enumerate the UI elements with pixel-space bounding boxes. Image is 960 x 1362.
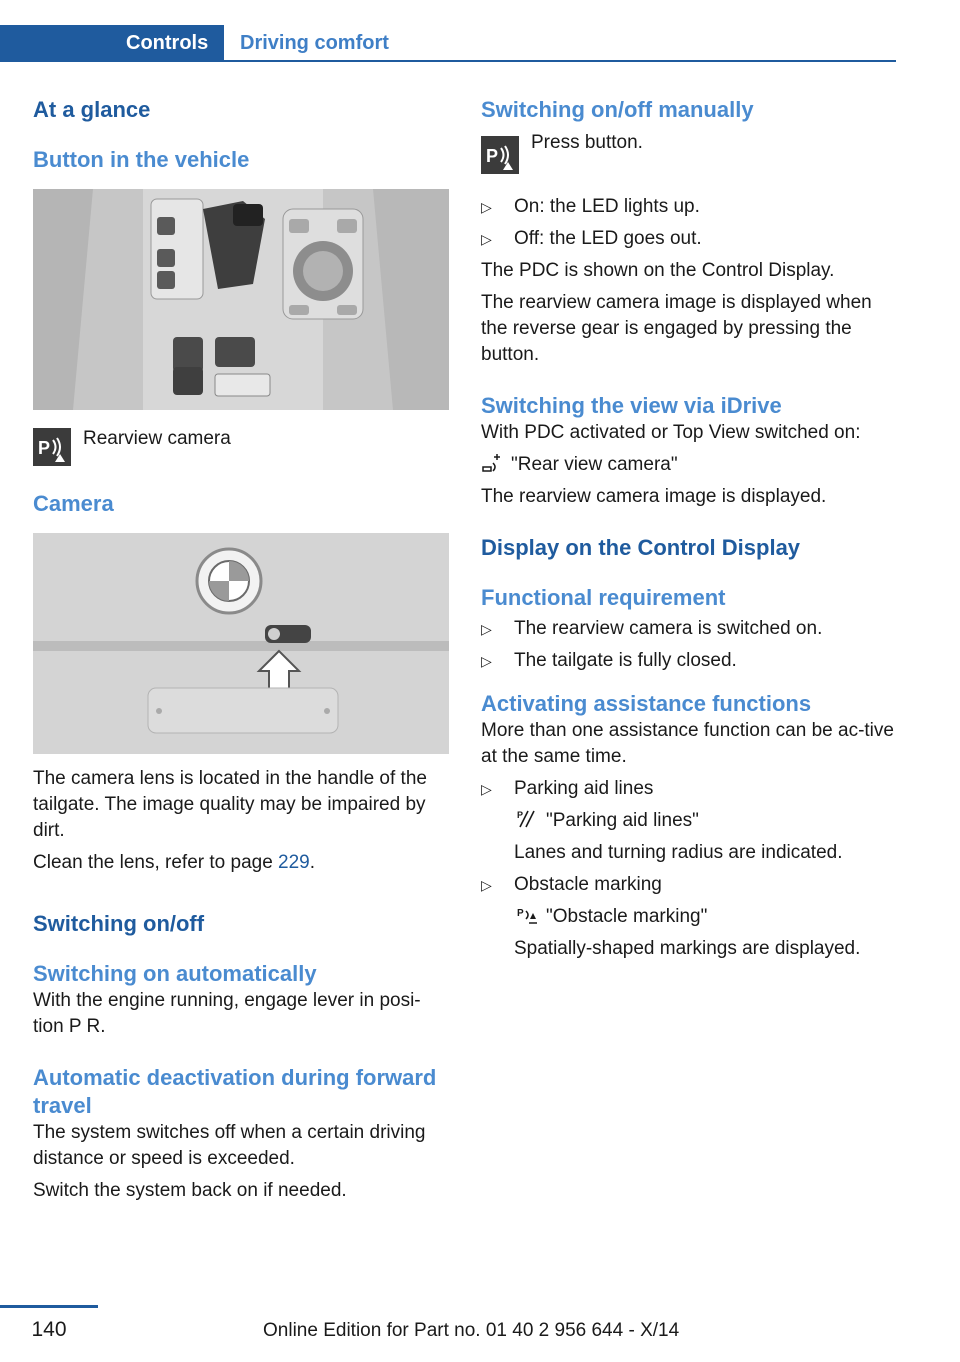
- obstacle-title: Obstacle marking: [514, 874, 662, 895]
- auto-switch-text: With the engine running, engage lever in posi‐tion P R.: [33, 990, 421, 1037]
- console-photo: [33, 189, 449, 410]
- list-item: [481, 872, 897, 962]
- footer-rule: [0, 1305, 98, 1308]
- assist-intro-text: More than one assistance function can be ac‐tive at the same time.: [481, 720, 894, 767]
- left-column: [33, 96, 449, 1204]
- svg-text:P: P: [486, 146, 499, 166]
- lanes-text: Lanes and turning radius are indicated.: [514, 842, 843, 863]
- heading-switching-automatically: Switching on automatically: [33, 961, 317, 986]
- svg-text:P: P: [38, 438, 51, 458]
- parking-lines-title: Parking aid lines: [514, 778, 654, 799]
- heading-camera: Camera: [33, 491, 114, 516]
- view-intro-text: With PDC activated or Top View switched on:: [481, 422, 861, 443]
- switch-back-text: Switch the system back on if needed.: [33, 1180, 347, 1201]
- svg-text:P: P: [517, 810, 524, 820]
- spatial-text: Spatially-shaped markings are displayed.: [514, 938, 861, 959]
- list-item: [481, 776, 897, 866]
- clean-lens-suffix: .: [309, 852, 316, 873]
- camera-button-icon: [33, 428, 71, 466]
- obstacle-menu-row[interactable]: P "Obstacle marking": [517, 906, 708, 927]
- rear-view-camera-icon: [481, 453, 503, 473]
- header-rule: [0, 60, 896, 62]
- triangle-bullet-icon: ▷: [481, 621, 492, 637]
- header-chapter-tab[interactable]: Driving comfort: [240, 32, 389, 54]
- camera-photo: [33, 533, 449, 754]
- requirement-list: [481, 616, 897, 674]
- clean-lens-prefix: Clean the lens, refer to page: [33, 852, 279, 873]
- rear-view-menu-label: "Rear view camera": [511, 454, 678, 475]
- header-section-tab[interactable]: Controls: [0, 25, 224, 62]
- page-link-229[interactable]: 229: [278, 852, 310, 873]
- tailgate-illustration: [33, 533, 449, 754]
- triangle-bullet-icon: ▷: [481, 199, 492, 215]
- clean-lens-text: [33, 850, 449, 876]
- deactivation-text: The system switches off when a certain driving distance or speed is exceeded.: [33, 1122, 426, 1169]
- heading-functional-requirement: Functional requirement: [481, 585, 726, 610]
- parking-lines-menu-row[interactable]: P "Parking aid lines": [517, 810, 699, 831]
- press-button-text: Press button.: [531, 132, 643, 153]
- rearview-camera-button-row: [33, 428, 449, 466]
- pdc-shown-text: The PDC is shown on the Control Display.: [481, 260, 835, 281]
- rear-view-menu-row[interactable]: [481, 452, 897, 478]
- parking-aid-lines-icon: [516, 809, 538, 829]
- heading-switching-manually: Switching on/off manually: [481, 97, 754, 122]
- heading-switching-view: Switching the view via iDrive: [481, 393, 782, 418]
- triangle-bullet-icon: ▷: [481, 231, 492, 247]
- rearview-camera-label: Rearview camera: [83, 428, 231, 449]
- assistance-list: [481, 776, 897, 962]
- obstacle-marking-icon: [516, 905, 538, 925]
- console-illustration: [33, 189, 449, 410]
- camera-description: The camera lens is located in the handle of the tailgate. The image quality may be impaired by dirt.: [33, 768, 427, 841]
- list-item: ▷ The tailgate is fully closed.: [481, 648, 897, 674]
- triangle-bullet-icon: ▷: [481, 877, 492, 893]
- list-item: ▷ Off: the LED goes out.: [481, 226, 897, 252]
- list-item: ▷ On: the LED lights up.: [481, 194, 897, 220]
- page-number: 140: [31, 1318, 67, 1341]
- heading-automatic-deactivation: Automatic deactivation during forward travel: [33, 1065, 437, 1118]
- heading-display-control: Display on the Control Display: [481, 535, 801, 560]
- list-item: ▷ The rearview camera is switched on.: [481, 616, 897, 642]
- triangle-bullet-icon: ▷: [481, 781, 492, 797]
- heading-at-a-glance: At a glance: [33, 97, 151, 122]
- right-column: [481, 96, 897, 968]
- led-list: [481, 194, 897, 252]
- heading-button-in-vehicle: Button in the vehicle: [33, 147, 250, 172]
- rear-image-text: The rearview camera image is displayed when the reverse gear is engaged by pressing the button.: [481, 292, 872, 365]
- triangle-bullet-icon: ▷: [481, 653, 492, 669]
- footer-edition: Online Edition for Part no. 01 40 2 956 644 - X/14: [263, 1320, 680, 1341]
- heading-switching-on-off: Switching on/off: [33, 911, 205, 936]
- press-button-row: [481, 132, 897, 174]
- svg-text:P: P: [517, 908, 524, 919]
- heading-activating-assistance: Activating assistance functions: [481, 691, 812, 716]
- image-displayed-text: The rearview camera image is displayed.: [481, 486, 827, 507]
- camera-button-icon: [481, 136, 519, 174]
